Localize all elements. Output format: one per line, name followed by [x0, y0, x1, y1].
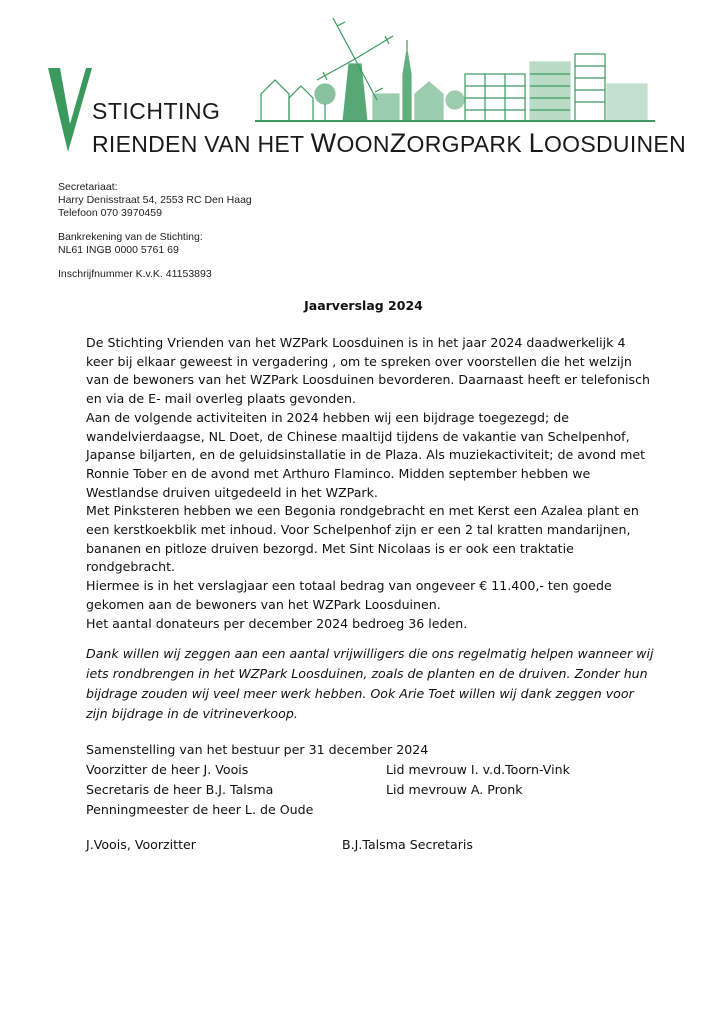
kvk-number: Inschrijfnummer K.v.K. 41153893: [58, 268, 212, 280]
board-member: Lid mevrouw A. Pronk: [386, 782, 523, 797]
board-officers: [86, 760, 313, 820]
bank-account: NL61 INGB 0000 5761 69: [58, 244, 179, 256]
board-member: Lid mevrouw I. v.d.Toorn-Vink: [386, 762, 570, 777]
secretariat-label: Secretariaat:: [58, 181, 118, 193]
paragraph-activities: Aan de volgende activiteiten in 2024 hebben wij een bijdrage toegezegd; de wandelvierdaagse, NL Doet, de Chinese maaltijd tijdens de vakantie van Schelpenhof, Japanse biljarten, en de geluidsinstallatie in de Plaza. Als muziekactiviteit; de avond met Ronnie Tober en de avond met Arthuro Flaminco. Midden september hebben we Westlandse druiven uitgedeeld in het WZPark.: [86, 409, 646, 500]
secretariat-phone: Telefoon 070 3970459: [58, 207, 162, 219]
report-body: [86, 334, 656, 633]
document-title: Jaarverslag 2024: [304, 298, 423, 313]
signature-chairman: J.Voois, Voorzitter: [86, 837, 196, 852]
bank-label: Bankrekening van de Stichting:: [58, 231, 203, 243]
board-member: Secretaris de heer B.J. Talsma: [86, 782, 274, 797]
paragraph-donors: Het aantal donateurs per december 2024 bedroeg 36 leden.: [86, 615, 468, 631]
secretariat-block: [58, 181, 252, 220]
board-heading: Samenstelling van het bestuur per 31 december 2024: [86, 742, 429, 757]
paragraph-meetings: De Stichting Vrienden van het WZPark Loosduinen is in het jaar 2024 daadwerkelijk 4 keer bij elkaar geweest in vergadering , om te spreken over voorstellen die het welzijn van de bewoners van het WZPark Loosduinen bevorderen. Daarnaast heeft er telefonisch en via de E- mail overleg plaats gevonden.: [86, 335, 651, 407]
board-member: Penningmeester de heer L. de Oude: [86, 802, 314, 817]
board-members: [386, 760, 570, 800]
paragraph-total-amount: Hiermee is in het verslagjaar een totaal bedrag van ongeveer € 11.400,- ten goede gekomen aan de bewoners van het WZPark Loosduinen.: [86, 578, 612, 612]
secretariat-address: Harry Denisstraat 54, 2553 RC Den Haag: [58, 194, 252, 206]
org-name-line2: RIENDEN VAN HET WOONZORGPARK LOOSDUINEN: [92, 128, 686, 158]
thanks-paragraph: Dank willen wij zeggen aan een aantal vrijwilligers die ons regelmatig helpen wanneer wij iets rondbrengen in het WZPark Loosduinen, zoals de planten en de druiven. Zonder hun bijdrage zouden wij veel meer werk hebben. Ook Arie Toet willen wij dank zeggen voor zijn bijdrage in de vitrineverkoop.: [86, 646, 654, 721]
bank-block: [58, 231, 203, 257]
signature-secretary: B.J.Talsma Secretaris: [342, 837, 473, 852]
org-name-line1: STICHTING: [92, 98, 221, 124]
skyline-illustration: [255, 14, 655, 122]
paragraph-gifts: Met Pinksteren hebben we een Begonia rondgebracht en met Kerst een Azalea plant en een kerstkoekblik met inhoud. Voor Schelpenhof zijn er een 2 tal kratten mandarijnen, bananen en pitloze druiven bezorgd. Met Sint Nicolaas is er ook een traktatie rondgebracht.: [86, 503, 639, 575]
board-member: Voorzitter de heer J. Voois: [86, 762, 249, 777]
